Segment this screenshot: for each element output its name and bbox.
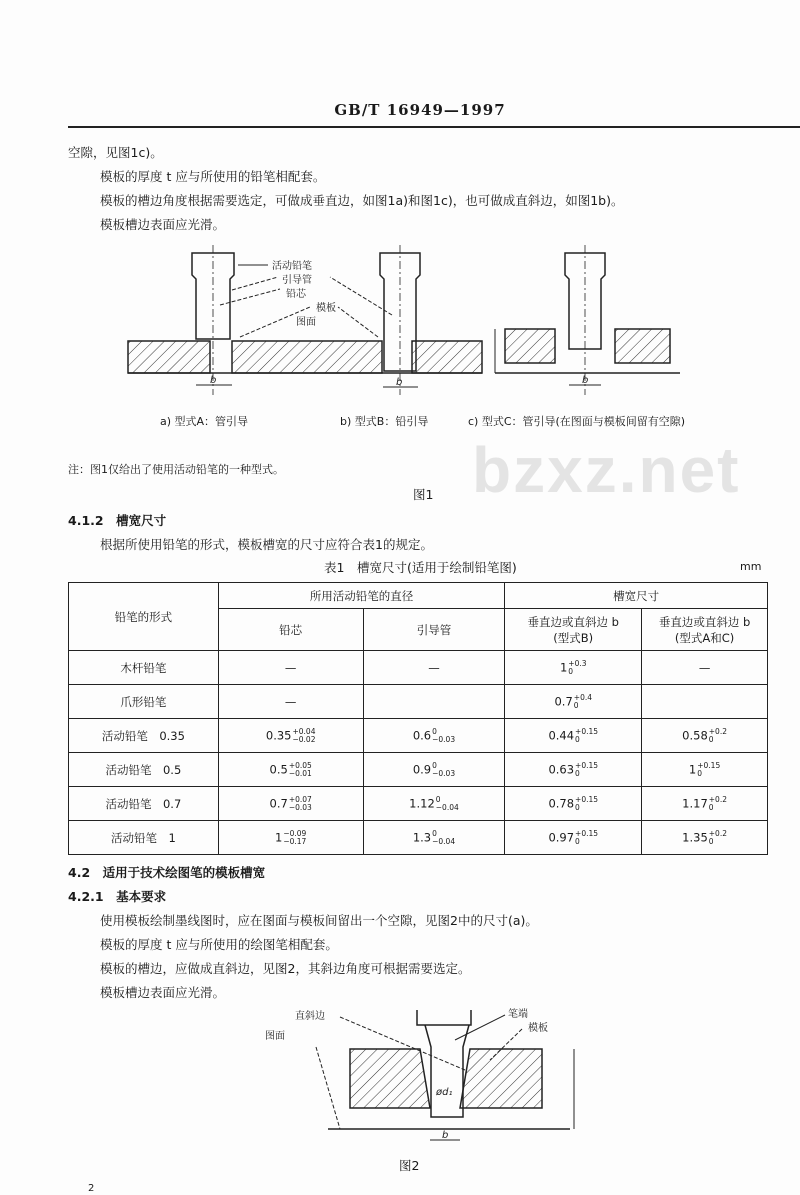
- lower-deviation: 0: [575, 768, 580, 778]
- table-row: [69, 821, 768, 855]
- tolerance: [709, 796, 727, 812]
- section-4-1-2-heading: [68, 511, 166, 529]
- cell-lead: [218, 685, 363, 719]
- cell-bac: [642, 821, 768, 855]
- fig1-label-template: 模板: [316, 303, 336, 314]
- lower-deviation: −0.02: [292, 734, 316, 744]
- upper-deviation: 0: [432, 828, 437, 838]
- value: 0.44: [548, 728, 575, 742]
- tolerance: [574, 694, 592, 710]
- fig2-dim-b: b: [442, 1130, 449, 1141]
- fig1-note: 注：图1仅给出了使用活动铅笔的一种型式。: [68, 463, 284, 476]
- tolerance: [436, 796, 459, 812]
- cell-b: [505, 719, 642, 753]
- intro-line: 空隙，见图1c)。: [68, 145, 163, 160]
- table-row: [69, 685, 768, 719]
- th-b-type-b: [505, 609, 642, 651]
- fig2-label-drawing-surface: 图面: [265, 1031, 285, 1042]
- cell-form: 爪形铅笔: [69, 685, 219, 719]
- section-4-2-heading: [68, 863, 265, 881]
- th-form: 铅笔的形式: [69, 583, 219, 651]
- value: 0.7: [269, 796, 288, 810]
- tolerance: [432, 762, 455, 778]
- cell-lead: [218, 719, 363, 753]
- section-4-2-1-text: 模板的厚度 t 应与所使用的绘图笔相配套。: [100, 937, 338, 952]
- cell-bac: [642, 719, 768, 753]
- value: 0.6: [412, 728, 432, 742]
- upper-deviation: +0.15: [575, 726, 599, 736]
- upper-deviation: 0: [432, 726, 437, 736]
- lower-deviation: −0.17: [283, 836, 307, 846]
- value: 0.78: [548, 796, 575, 810]
- section-title: 槽宽尺寸: [116, 513, 167, 528]
- lower-deviation: −0.04: [432, 836, 456, 846]
- table-1: [68, 582, 768, 855]
- upper-deviation: 0: [432, 760, 437, 770]
- th-width: 槽宽尺寸: [505, 583, 768, 609]
- lower-deviation: 0: [575, 734, 580, 744]
- value: 1: [559, 660, 568, 674]
- lower-deviation: 0: [575, 836, 580, 846]
- cell-bac: [642, 651, 768, 685]
- upper-deviation: +0.15: [697, 760, 721, 770]
- tolerance: [575, 830, 598, 846]
- intro-line: 模板的厚度 t 应与所使用的铅笔相配套。: [100, 169, 326, 184]
- value: 0.63: [548, 762, 575, 776]
- th-diameter: 所用活动铅笔的直径: [218, 583, 505, 609]
- fig1-caption-c: c) 型式C：管引导(在图面与模板间留有空隙): [468, 415, 686, 428]
- page-header: GB/T 16949—1997: [334, 101, 506, 119]
- table1-title: 表1 槽宽尺寸(适用于绘制铅笔图): [324, 560, 517, 575]
- section-number: 4.2: [68, 865, 91, 880]
- table-row: [69, 753, 768, 787]
- cell-b: [505, 651, 642, 685]
- tolerance: [575, 728, 598, 744]
- section-4-1-2-text: 根据所使用铅笔的形式，模板槽宽的尺寸应符合表1的规定。: [100, 537, 433, 552]
- tolerance: [568, 660, 586, 676]
- table-row: [69, 651, 768, 685]
- tolerance: [289, 796, 312, 812]
- fig1-label-lead: 铅芯: [286, 289, 306, 300]
- fig1-label-pencil: 活动铅笔: [272, 261, 312, 272]
- section-4-2-1-text: 模板槽边表面应光滑。: [100, 985, 226, 1000]
- upper-deviation: +0.05: [288, 760, 312, 770]
- th-line: 垂直边或直斜边 b: [527, 614, 619, 629]
- fig2-dim-d1: ød₁: [436, 1087, 453, 1098]
- tolerance: [575, 762, 598, 778]
- th-line: (型式A和C): [674, 630, 735, 645]
- cell-bac: [642, 787, 768, 821]
- fig1-dim-b: b: [210, 375, 217, 386]
- section-4-2-1-text: 模板的槽边，应做成直斜边，见图2，其斜边角度可根据需要选定。: [100, 961, 471, 976]
- value: —: [698, 660, 711, 675]
- upper-deviation: +0.2: [708, 828, 727, 838]
- cell-guide: [363, 651, 505, 685]
- fig2-label-bevel-edge: 直斜边: [295, 1011, 325, 1022]
- lower-deviation: −0.03: [288, 802, 312, 812]
- cell-b: [505, 787, 642, 821]
- watermark: bzxz.net: [472, 434, 741, 506]
- tolerance: [575, 796, 598, 812]
- fig1-label-guide-tube: 引导管: [282, 275, 312, 286]
- th-line: 垂直边或直斜边 b: [658, 614, 751, 629]
- upper-deviation: +0.07: [288, 794, 312, 804]
- lower-deviation: 0: [708, 734, 714, 744]
- page-number: 2: [88, 1183, 95, 1194]
- lower-deviation: −0.04: [435, 802, 459, 812]
- fig1-caption-a: a) 型式A：管引导: [160, 415, 249, 428]
- cell-form: 活动铅笔 0.7: [69, 787, 219, 821]
- lower-deviation: −0.01: [288, 768, 312, 778]
- value: —: [284, 694, 297, 709]
- th-guide: 引导管: [363, 609, 505, 651]
- value: 1: [275, 830, 283, 844]
- cell-bac: [642, 685, 768, 719]
- upper-deviation: +0.4: [573, 692, 592, 702]
- cell-guide: [363, 753, 505, 787]
- lower-deviation: 0: [573, 700, 579, 710]
- tolerance: [283, 830, 306, 846]
- cell-lead: [218, 651, 363, 685]
- cell-guide: [363, 787, 505, 821]
- section-4-2-1-text: 使用模板绘制墨线图时，应在图面与模板间留出一个空隙，见图2中的尺寸(a)。: [100, 913, 538, 928]
- table1-unit: mm: [740, 560, 762, 573]
- value: 0.58: [682, 728, 708, 742]
- fig2-label-pen-tip: 笔端: [508, 1009, 528, 1020]
- intro-line: 模板槽边表面应光滑。: [100, 217, 226, 232]
- value: 1.3: [412, 830, 432, 844]
- fig2-title: 图2: [399, 1158, 420, 1173]
- upper-deviation: +0.2: [708, 726, 727, 736]
- lower-deviation: 0: [697, 768, 703, 778]
- upper-deviation: +0.04: [292, 726, 316, 736]
- th-line: (型式B): [553, 630, 594, 645]
- cell-guide: [363, 821, 505, 855]
- figure-2-drawing: [240, 1005, 600, 1155]
- cell-lead: [218, 787, 363, 821]
- cell-guide: [363, 719, 505, 753]
- cell-form: 活动铅笔 1: [69, 821, 219, 855]
- value: 1.35: [682, 830, 708, 844]
- lower-deviation: 0: [708, 836, 714, 846]
- section-title: 基本要求: [116, 889, 167, 904]
- tolerance: [709, 728, 727, 744]
- intro-line: 模板的槽边角度根据需要选定，可做成垂直边，如图1a)和图1c)，也可做成直斜边，如图1b)。: [100, 193, 624, 208]
- value: 0.5: [269, 762, 288, 776]
- cell-lead: [218, 753, 363, 787]
- value: 0.97: [548, 830, 575, 844]
- value: —: [428, 660, 440, 675]
- fig1-title: 图1: [413, 487, 434, 502]
- table-row: [69, 719, 768, 753]
- fig2-label-template: 模板: [528, 1023, 548, 1034]
- cell-form: 木杆铅笔: [69, 651, 219, 685]
- tolerance: [697, 762, 720, 778]
- value: 0.35: [265, 728, 292, 742]
- section-number: 4.1.2: [68, 513, 104, 528]
- value: —: [284, 660, 297, 675]
- upper-deviation: +0.15: [575, 828, 599, 838]
- tolerance: [432, 728, 455, 744]
- fig1-dim-b: b: [582, 375, 589, 386]
- cell-lead: [218, 821, 363, 855]
- value: 1: [688, 762, 697, 776]
- section-4-2-1-heading: [68, 887, 166, 905]
- cell-b: [505, 685, 642, 719]
- tolerance: [292, 728, 315, 744]
- lower-deviation: 0: [708, 802, 714, 812]
- cell-bac: [642, 753, 768, 787]
- th-b-type-ac: [642, 609, 768, 651]
- cell-form: 活动铅笔 0.35: [69, 719, 219, 753]
- upper-deviation: +0.15: [575, 760, 599, 770]
- header-rule: [68, 126, 800, 128]
- lower-deviation: −0.03: [432, 768, 456, 778]
- upper-deviation: −0.09: [283, 828, 307, 838]
- value: 0.7: [554, 694, 573, 708]
- tolerance: [289, 762, 312, 778]
- fig1-caption-b: b) 型式B：铅引导: [340, 415, 429, 428]
- upper-deviation: +0.15: [575, 794, 599, 804]
- figure-1-drawing: [0, 245, 800, 405]
- upper-deviation: 0: [435, 794, 441, 804]
- section-title: 适用于技术绘图笔的模板槽宽: [102, 865, 266, 880]
- th-lead: 铅芯: [218, 609, 363, 651]
- fig1-label-drawing-surface: 图面: [296, 317, 316, 328]
- tolerance: [432, 830, 455, 846]
- cell-guide: [363, 685, 505, 719]
- fig1-dim-b: b: [396, 377, 403, 388]
- cell-b: [505, 753, 642, 787]
- upper-deviation: +0.3: [568, 658, 587, 668]
- table-row: [69, 787, 768, 821]
- lower-deviation: 0: [568, 666, 574, 676]
- cell-form: 活动铅笔 0.5: [69, 753, 219, 787]
- value: 1.17: [682, 796, 708, 810]
- value: 1.12: [409, 796, 435, 810]
- lower-deviation: −0.03: [432, 734, 456, 744]
- value: 0.9: [412, 762, 432, 776]
- upper-deviation: +0.2: [708, 794, 727, 804]
- tolerance: [709, 830, 727, 846]
- section-number: 4.2.1: [68, 889, 104, 904]
- lower-deviation: 0: [575, 802, 580, 812]
- cell-b: [505, 821, 642, 855]
